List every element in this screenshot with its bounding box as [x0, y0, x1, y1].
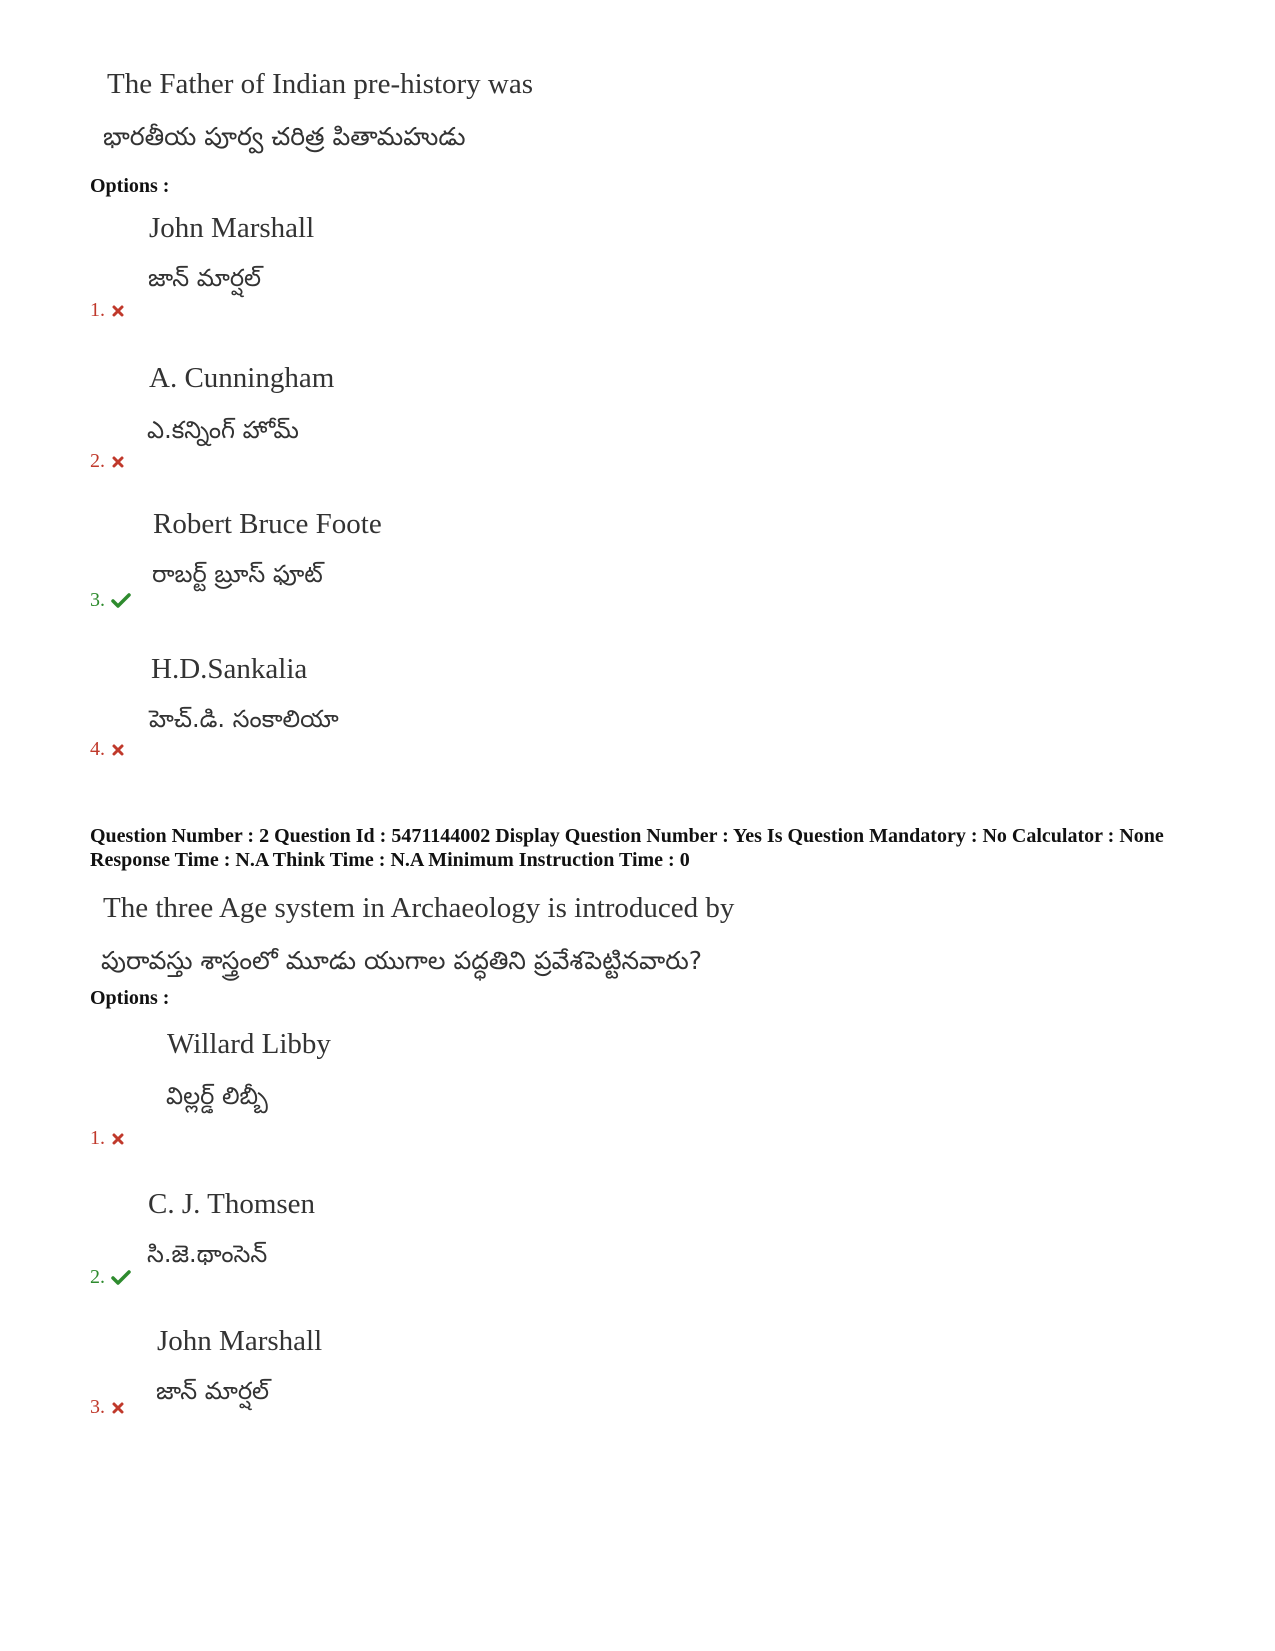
q2-option-1-text-te: విల్లర్డ్ లిబ్బీ — [166, 1082, 268, 1110]
q2-option-1-text-en: Willard Libby — [167, 1028, 331, 1060]
q1-option-1-text-en: John Marshall — [149, 212, 315, 244]
question-1-options-label: Options : — [90, 175, 170, 197]
q2-option-3-marker — [90, 1396, 125, 1419]
q2-option-2-marker — [90, 1266, 131, 1289]
question-1-text-te: భారతీయ పూర్వ చరిత్ర పితామహుడు — [103, 122, 466, 151]
q2-option-1-number: 1. — [90, 1127, 105, 1149]
q2-option-3-text-te: జాన్ మార్షల్ — [156, 1377, 270, 1405]
q2-option-3-text-en: John Marshall — [157, 1325, 323, 1357]
q1-option-1-text-te: జాన్ మార్షల్ — [148, 264, 262, 292]
cross-icon — [111, 1401, 125, 1415]
q1-option-3-text-en: Robert Bruce Foote — [153, 508, 382, 540]
q1-option-2-text-te: ఎ.కన్నింగ్ హోమ్ — [147, 416, 299, 444]
cross-icon — [111, 1132, 125, 1146]
q1-option-2-text-en: A. Cunningham — [149, 362, 335, 394]
question-2-text-en: The three Age system in Archaeology is introduced by — [103, 892, 735, 924]
q1-option-2-number: 2. — [90, 450, 105, 472]
question-2-meta: Question Number : 2 Question Id : 5471144002 Display Question Number : Yes Is Question Mandatory : No Calculator : None Response Time : N.A Think Time : N.A Minimum Instruction Time : 0 — [90, 825, 1164, 871]
q2-option-2-number: 2. — [90, 1266, 105, 1288]
q1-option-2-marker — [90, 450, 125, 473]
q1-option-3-text-te: రాబర్ట్ బ్రూస్ ఫూట్ — [152, 560, 323, 588]
q1-option-4-text-en: H.D.Sankalia — [151, 653, 308, 685]
q1-option-1-number: 1. — [90, 299, 105, 321]
cross-icon — [111, 455, 125, 469]
cross-icon — [111, 743, 125, 757]
q2-option-3-number: 3. — [90, 1396, 105, 1418]
q2-option-2-text-en: C. J. Thomsen — [148, 1188, 316, 1220]
check-icon — [111, 1270, 131, 1286]
q1-option-4-number: 4. — [90, 738, 105, 760]
q1-option-1-marker — [90, 299, 125, 322]
q1-option-4-text-te: హెచ్.డి. సంకాలియా — [149, 705, 339, 733]
q1-option-3-number: 3. — [90, 589, 105, 611]
q2-option-2-text-te: సి.జె.థాంసెన్ — [147, 1240, 268, 1268]
q2-option-1-marker — [90, 1127, 125, 1150]
question-2-options-label: Options : — [90, 987, 170, 1009]
question-1-text-en: The Father of Indian pre-history was — [107, 68, 534, 100]
q1-option-4-marker — [90, 738, 125, 761]
q1-option-3-marker — [90, 589, 131, 612]
cross-icon — [111, 304, 125, 318]
check-icon — [111, 593, 131, 609]
question-2-text-te: పురావస్తు శాస్త్రంలో మూడు యుగాల పద్ధతిని ప్రవేశపెట్టినవారు? — [101, 946, 703, 975]
